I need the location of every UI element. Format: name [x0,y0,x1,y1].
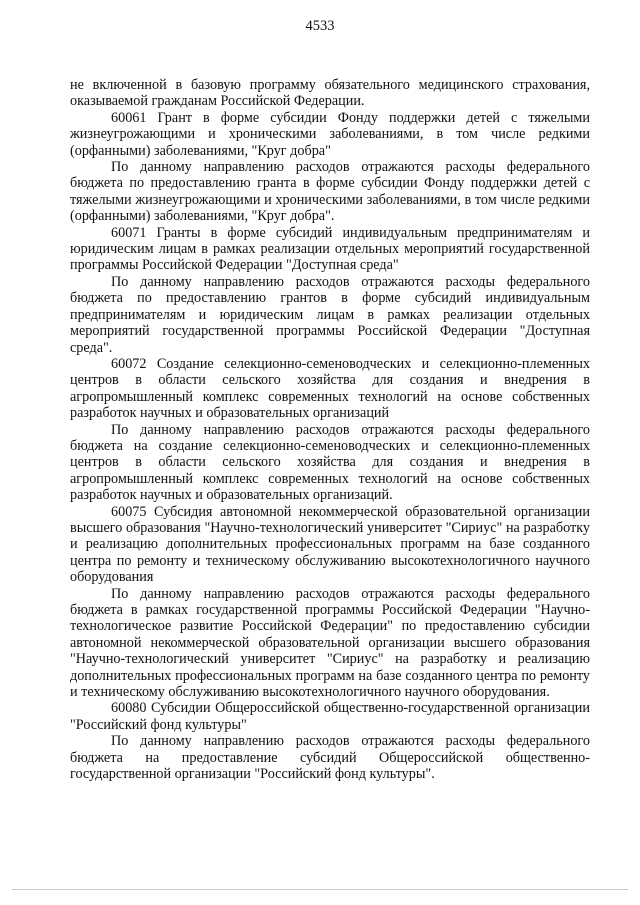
heading-60061: 60061 Грант в форме субсидии Фонду поддержки детей с тяжелыми жизнеугрожающими и хроническими заболеваниями, в том числе редкими (орфанными) заболеваниями, "Круг добра" [70,109,590,159]
paragraph-60071-description: По данному направлению расходов отражаются расходы федерального бюджета по предоставлению грантов в форме субсидий индивидуальным предпринимателям и юридическим лицам в рамках реализации отдельных мероприятий государственной программы Российской Федерации "Доступная среда". [70,273,590,356]
heading-60071: 60071 Гранты в форме субсидий индивидуальным предпринимателям и юридическим лицам в рамках реализации отдельных мероприятий государственной программы Российской Федерации "Доступная среда" [70,224,590,274]
heading-60075: 60075 Субсидия автономной некоммерческой образовательной организации высшего образования "Научно-технологический университет "Сириус" на разработку и реализацию дополнительных профессиональных программ на базе созданного центра по ремонту и техническому обслуживанию высокотехнологичного научного оборудования [70,503,590,586]
page-bottom-edge [12,889,628,890]
page-number: 4533 [305,18,335,34]
paragraph-60072-description: По данному направлению расходов отражаются расходы федерального бюджета на создание селекционно-семеноводческих и селекционно-племенных центров в области сельского хозяйства для создания и внедрения в агропромышленный комплекс современных технологий на основе собственных разработок научных и образовательных организаций. [70,421,590,504]
heading-60072: 60072 Создание селекционно-семеноводческих и селекционно-племенных центров в области сельского хозяйства для создания и внедрения в агропромышленный комплекс современных технологий на основе собственных разработок научных и образовательных организаций [70,355,590,422]
heading-60080: 60080 Субсидии Общероссийской общественно-государственной организации "Российский фонд культуры" [70,700,590,733]
paragraph-60080-description: По данному направлению расходов отражаются расходы федерального бюджета на предоставление субсидий Общероссийской общественно-государственной организации "Российский фонд культуры". [70,733,590,783]
paragraph-60061-description: По данному направлению расходов отражаются расходы федерального бюджета по предоставлению гранта в форме субсидии Фонду поддержки детей с тяжелыми жизнеугрожающими и хроническими заболеваниями, в том числе редкими (орфанными) заболеваниями, "Круг добра". [70,159,590,225]
document-body [70,77,590,782]
paragraph-60075-description: По данному направлению расходов отражаются расходы федерального бюджета в рамках государственной программы Российской Федерации "Научно-технологическое развитие Российской Федерации" по предоставлению субсидии автономной некоммерческой образовательной организации высшего образования "Научно-технологический университет "Сириус" на разработку и реализацию дополнительных профессиональных программ на базе созданного центра по ремонту и техническому обслуживанию высокотехнологичного научного оборудования. [70,585,590,701]
paragraph-continuation: не включенной в базовую программу обязательного медицинского страхования, оказываемой гражданам Российской Федерации. [70,77,590,110]
